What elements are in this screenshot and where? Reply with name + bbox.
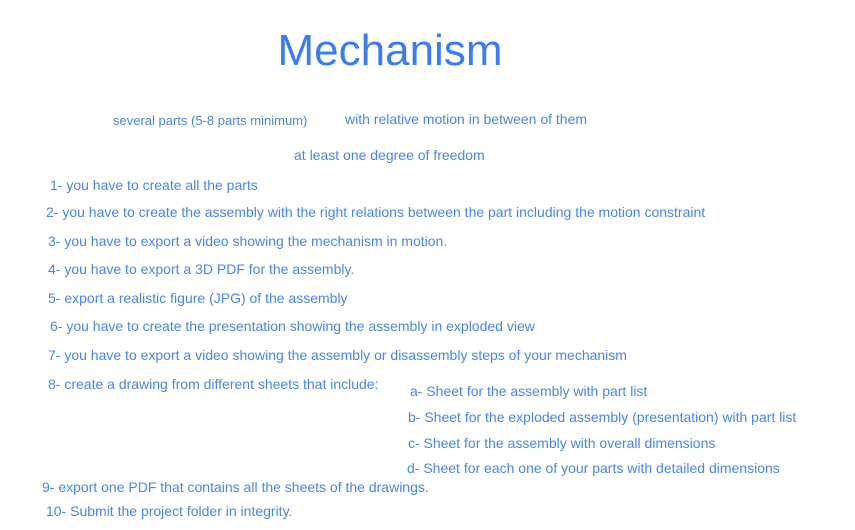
- intro-freedom-text: at least one degree of freedom: [294, 147, 485, 163]
- sheet-item-b: b- Sheet for the exploded assembly (presentation) with part list: [408, 409, 797, 425]
- requirement-item-8: 8- create a drawing from different sheets that include:: [48, 376, 379, 392]
- sheet-item-c: c- Sheet for the assembly with overall dimensions: [408, 435, 716, 451]
- sheet-item-a: a- Sheet for the assembly with part list: [410, 383, 648, 399]
- requirement-item-9: 9- export one PDF that contains all the sheets of the drawings.: [42, 479, 429, 495]
- requirement-item-2: 2- you have to create the assembly with the right relations between the part including the motion constraint: [46, 204, 706, 220]
- requirement-item-4: 4- you have to export a 3D PDF for the assembly.: [48, 261, 355, 277]
- intro-parts-text: several parts (5-8 parts minimum): [113, 113, 308, 128]
- requirement-item-1: 1- you have to create all the parts: [50, 177, 258, 193]
- sheet-item-d: d- Sheet for each one of your parts with detailed dimensions: [407, 460, 780, 476]
- requirement-item-6: 6- you have to create the presentation showing the assembly in exploded view: [50, 318, 535, 334]
- page-title: Mechanism: [277, 26, 503, 75]
- requirement-item-10: 10- Submit the project folder in integrity.: [46, 503, 293, 519]
- requirement-item-7: 7- you have to export a video showing the assembly or disassembly steps of your mechanism: [48, 347, 627, 363]
- requirement-item-3: 3- you have to export a video showing the mechanism in motion.: [48, 233, 448, 249]
- intro-motion-text: with relative motion in between of them: [345, 111, 588, 127]
- requirement-item-5: 5- export a realistic figure (JPG) of the assembly: [48, 290, 348, 306]
